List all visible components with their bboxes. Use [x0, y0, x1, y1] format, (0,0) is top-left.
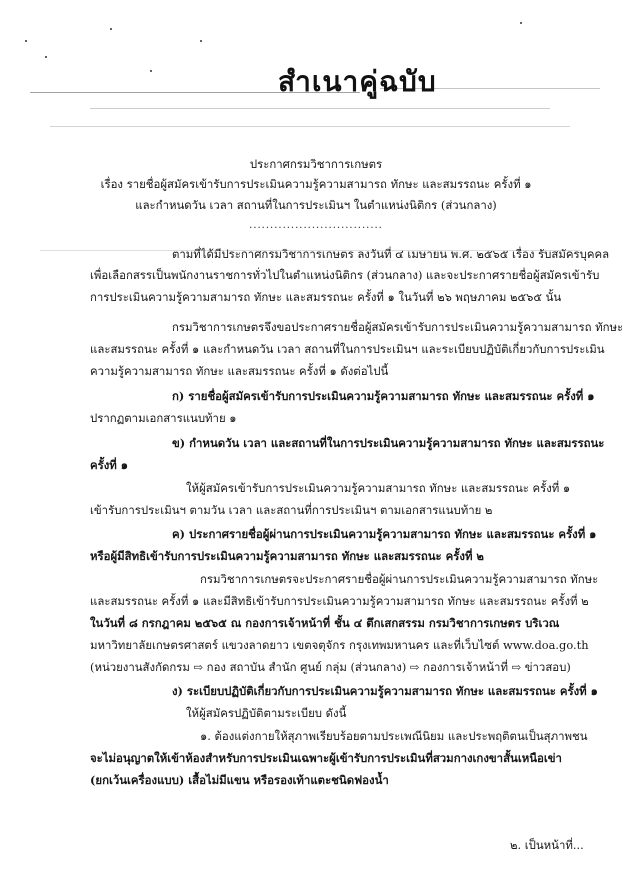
section-c-body-line-3: ในวันที่ ๘ กรกฎาคม ๒๕๖๕ ณ กองการเจ้าหน้าที่ ชั้น ๔ ตึกเสกสรรม กรมวิชาการเกษตร บริเวณ — [90, 616, 560, 630]
section-d-item-1-line-3: (ยกเว้นเครื่องแบบ) เสื้อไม่มีแขน หรือรองเท้าแตะชนิดฟองน้ำ — [90, 773, 389, 787]
paragraph-2-line-3: ความรู้ความสามารถ ทักษะ และสมรรถนะ ครั้งที่ ๑ ดังต่อไปนี้ — [90, 364, 389, 378]
paragraph-2-line-2: และสมรรถนะ ครั้งที่ ๑ และกำหนดวัน เวลา สถานที่ในการประเมินฯ และระเบียบปฏิบัติเกี่ยวกับการประเมิน — [90, 342, 605, 356]
section-a-line-2: ปรากฏตามเอกสารแนบท้าย ๑ — [90, 411, 237, 425]
scan-artifact-line — [90, 108, 550, 109]
scan-speck — [110, 28, 112, 30]
section-d-line-2: ให้ผู้สมัครปฏิบัติตามระเบียบ ดังนี้ — [186, 706, 347, 720]
section-c-body-line-4: มหาวิทยาลัยเกษตรศาสตร์ แขวงลาดยาว เขตจตุจักร กรุงเทพมหานคร และที่เว็บไซต์ www.doa.go.th — [90, 638, 589, 652]
paragraph-2-line-1: กรมวิชาการเกษตรจึงขอประกาศรายชื่อผู้สมัครเข้ารับการประเมินความรู้ความสามารถ ทักษะ — [172, 320, 624, 334]
section-c-heading: ค) ประกาศรายชื่อผู้ผ่านการประเมินความรู้ความสามารถ ทักษะ และสมรรถนะ ครั้งที่ ๑ — [172, 527, 597, 541]
scan-speck — [45, 56, 47, 58]
scan-speck — [200, 40, 202, 42]
subject-line-2: และกำหนดวัน เวลา สถานที่ในการประเมินฯ ในตำแหน่งนิติกร (ส่วนกลาง) — [135, 198, 497, 212]
section-c-body-line-2: และสมรรถนะ ครั้งที่ ๑ และมีสิทธิเข้ารับการประเมินความรู้ความสามารถ ทักษะ และสมรรถนะ ครั้งที่ ๒ — [90, 594, 589, 608]
section-b-body-line-1: ให้ผู้สมัครเข้ารับการประเมินความรู้ความสามารถ ทักษะ และสมรรถนะ ครั้งที่ ๑ — [186, 481, 571, 495]
scan-speck — [150, 70, 152, 72]
scan-speck — [520, 22, 522, 24]
section-b-heading: ข) กำหนดวัน เวลา และสถานที่ในการประเมินความรู้ความสามารถ ทักษะ และสมรรถนะ — [172, 436, 605, 450]
scan-speck — [25, 40, 27, 42]
paragraph-1-line-2: เพื่อเลือกสรรเป็นพนักงานราชการทั่วไปในตำแหน่งนิติกร (ส่วนกลาง) และจะประกาศรายชื่อผู้สมัครเข้ารับ — [90, 268, 600, 282]
copy-stamp: สำเนาคู่ฉบับ — [278, 65, 437, 98]
paragraph-1-line-1: ตามที่ได้มีประกาศกรมวิชาการเกษตร ลงวันที่ ๔ เมษายน พ.ศ. ๒๕๖๕ เรื่อง รับสมัครบุคคล — [172, 247, 610, 261]
section-a-heading: ก) รายชื่อผู้สมัครเข้ารับการประเมินความรู้ความสามารถ ทักษะ และสมรรถนะ ครั้งที่ ๑ — [172, 389, 595, 403]
announcement-title: ประกาศกรมวิชาการเกษตร — [249, 157, 383, 171]
header-separator: ................................ — [249, 220, 383, 231]
section-b-body-line-2: เข้ารับการประเมินฯ ตามวัน เวลา และสถานที่การประเมินฯ ตามเอกสารแนบท้าย ๒ — [90, 503, 493, 517]
section-d-item-1-line-1: ๑. ต้องแต่งกายให้สุภาพเรียบร้อยตามประเพณีนิยม และประพฤติตนเป็นสุภาพชน — [200, 729, 588, 743]
section-c-body-line-5: (หน่วยงานสังกัดกรม ⇨ กอง สถาบัน สำนัก ศูนย์ กลุ่ม (ส่วนกลาง) ⇨ กองการเจ้าหน้าที่ ⇨ ข่าวสอบ) — [90, 660, 571, 674]
section-d-heading: ง) ระเบียบปฏิบัติเกี่ยวกับการประเมินความรู้ความสามารถ ทักษะ และสมรรถนะ ครั้งที่ ๑ — [172, 684, 598, 698]
continued-page-note: ๒. เป็นหน้าที่... — [510, 838, 584, 852]
paragraph-1-line-3: การประเมินความรู้ความสามารถ ทักษะ และสมรรถนะ ครั้งที่ ๑ ในวันที่ ๒๖ พฤษภาคม ๒๕๖๕ นั้น — [90, 290, 562, 304]
section-c-heading-line-2: หรือผู้มีสิทธิเข้ารับการประเมินความรู้ความสามารถ ทักษะ และสมรรถนะ ครั้งที่ ๒ — [90, 549, 484, 563]
subject-line-1: เรื่อง รายชื่อผู้สมัครเข้ารับการประเมินความรู้ความสามารถ ทักษะ และสมรรถนะ ครั้งที่ ๑ — [100, 177, 532, 191]
scan-artifact-line — [50, 126, 570, 127]
section-c-body-line-1: กรมวิชาการเกษตรจะประกาศรายชื่อผู้ผ่านการประเมินความรู้ความสามารถ ทักษะ — [200, 572, 599, 586]
section-b-heading-line-2: ครั้งที่ ๑ — [90, 458, 129, 472]
section-d-item-1-line-2: จะไม่อนุญาตให้เข้าห้องสำหรับการประเมินเฉพาะผู้เข้ารับการประเมินที่สวมกางเกงขาสั้นเหนือเข่า — [90, 751, 562, 765]
